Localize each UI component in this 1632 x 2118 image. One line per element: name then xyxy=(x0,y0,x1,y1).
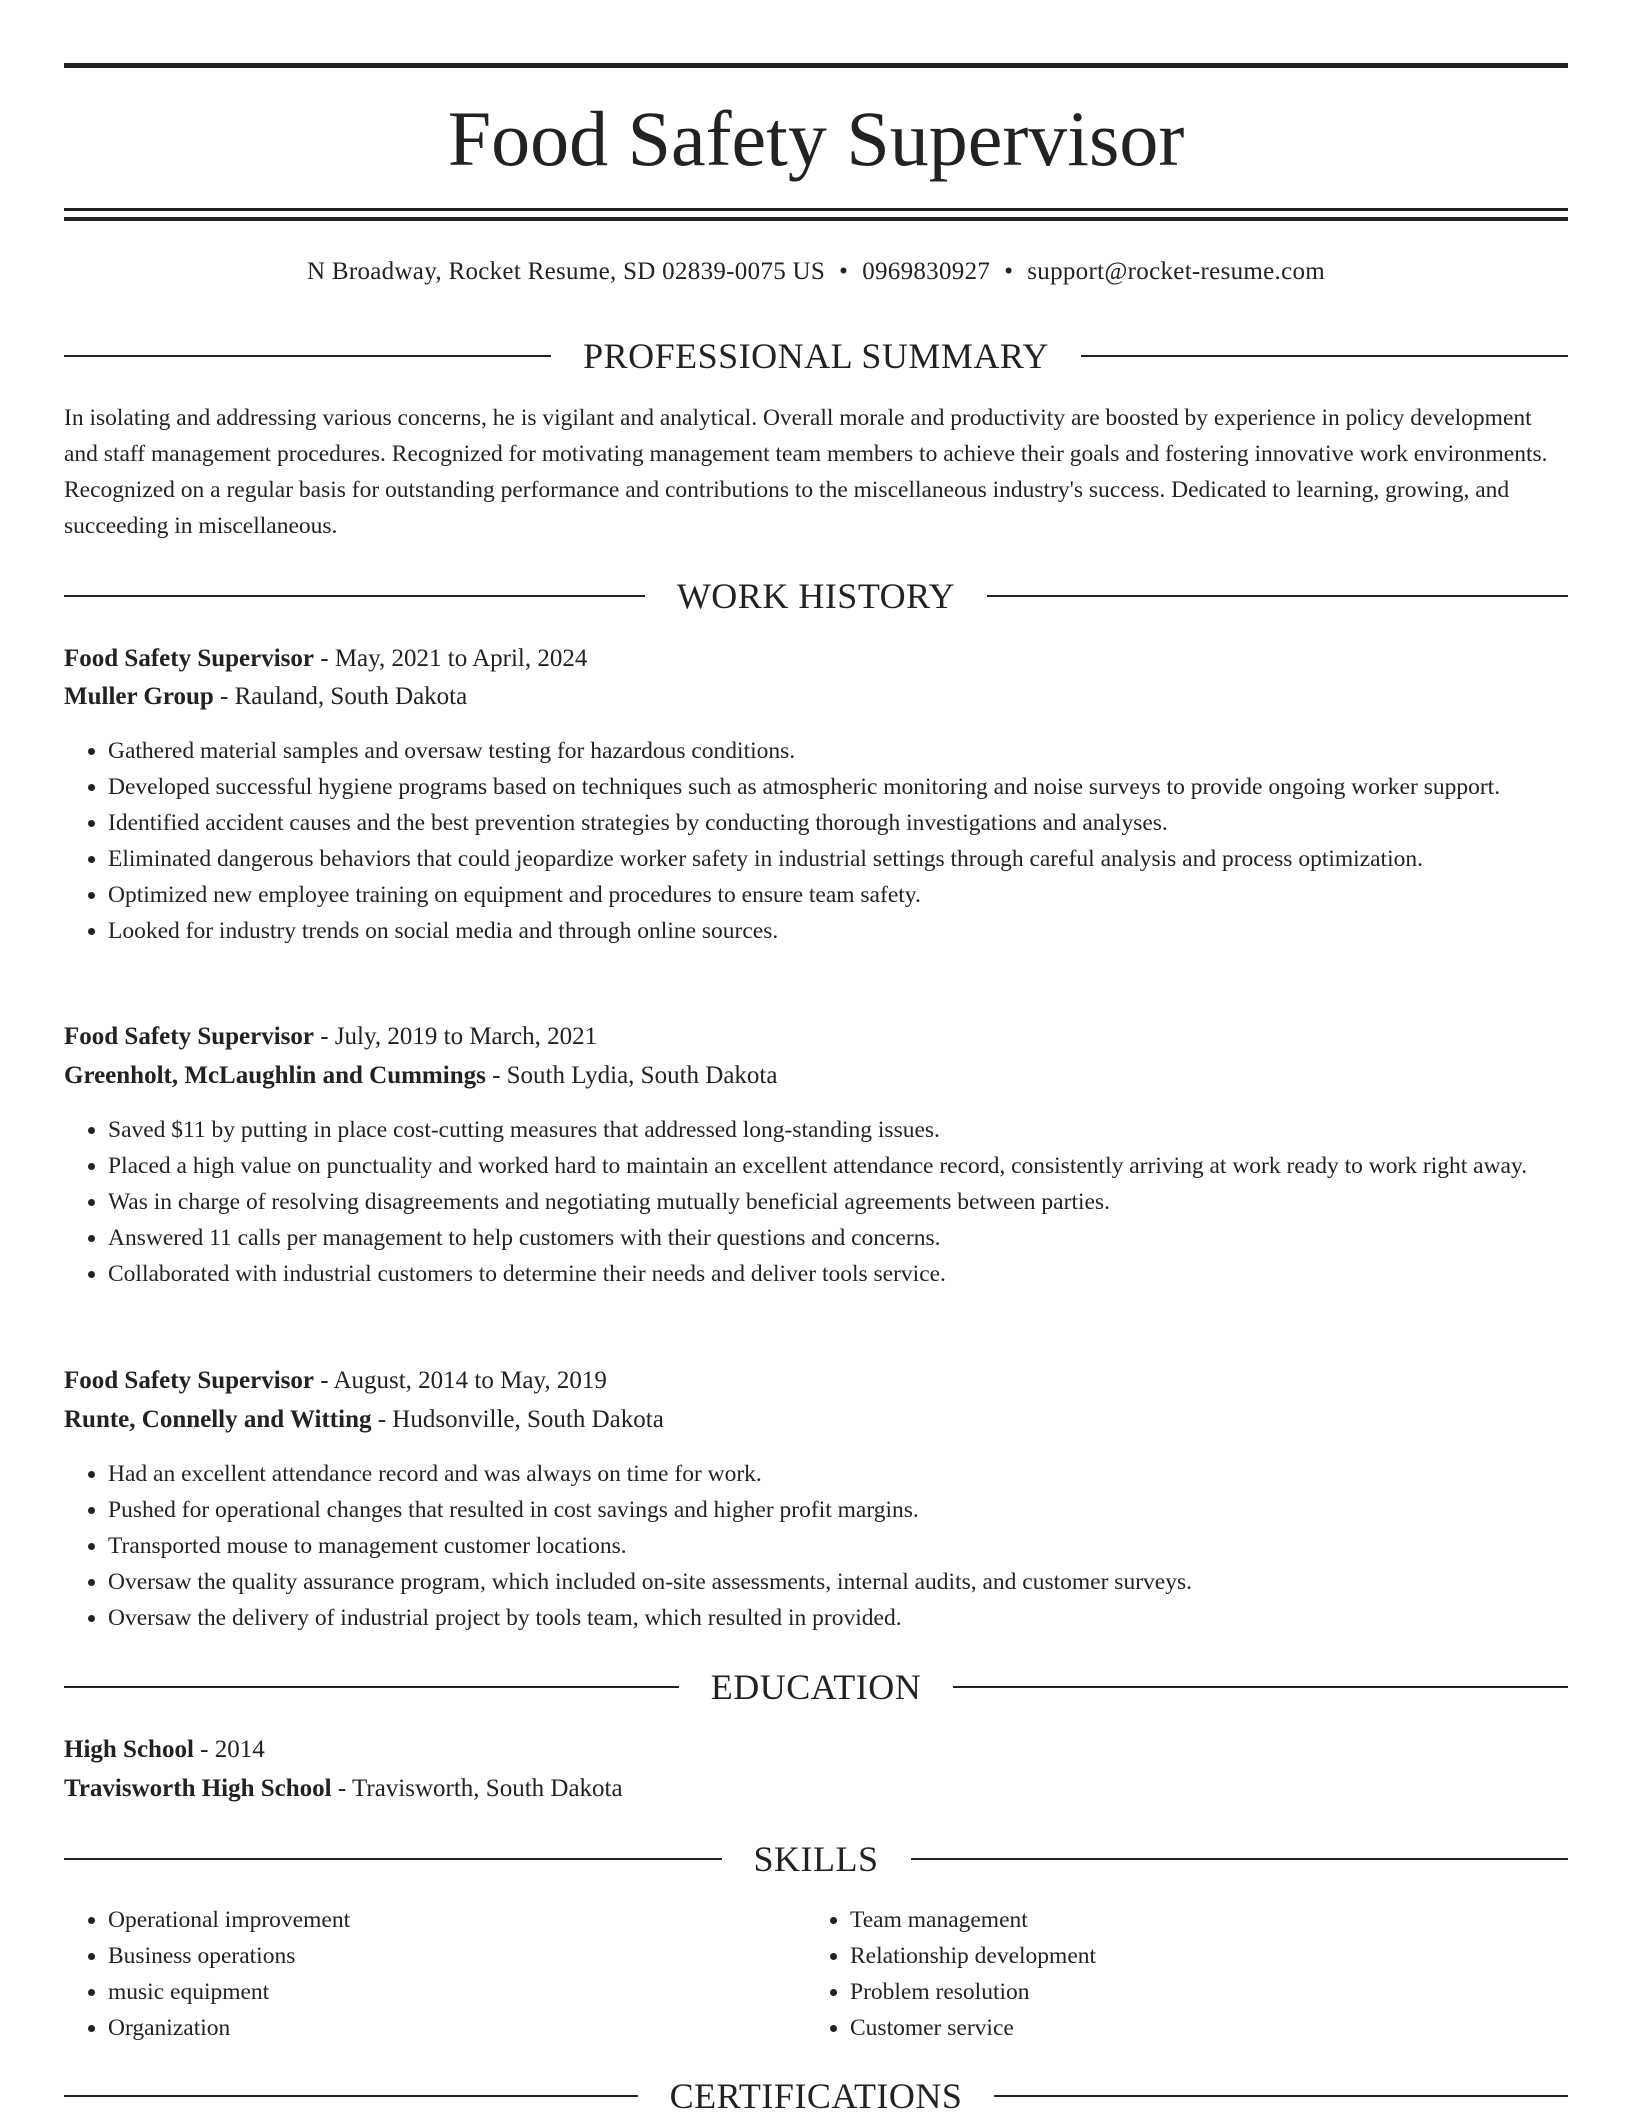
list-item: • Optimized new employee training on equipment and procedures to ensure team safety. xyxy=(108,877,1568,913)
list-item: • Had an excellent attendance record and was always on time for work. xyxy=(108,1456,1568,1492)
job-title: Food Safety Supervisor xyxy=(64,1367,314,1394)
heading-rule xyxy=(64,2095,638,2097)
skill-item: • Customer service xyxy=(850,2010,1550,2046)
job-location: - South Lydia, South Dakota xyxy=(485,1062,778,1089)
list-item: • Transported mouse to management customer locations. xyxy=(108,1528,1568,1564)
skill-item: • Problem resolution xyxy=(850,1974,1550,2010)
skills-list-right xyxy=(806,1902,1550,2046)
skill-item: • Business operations xyxy=(108,1938,808,1974)
skill-item: • Operational improvement xyxy=(108,1902,808,1938)
heading-rule xyxy=(64,1686,679,1688)
heading-rule xyxy=(994,2095,1568,2097)
education-degree: High School xyxy=(64,1736,194,1763)
job-dates: - August, 2014 to May, 2019 xyxy=(314,1367,607,1394)
section-title: PROFESSIONAL SUMMARY xyxy=(583,336,1049,376)
job-dates: - July, 2019 to March, 2021 xyxy=(314,1023,598,1050)
job-bullets xyxy=(64,1112,1568,1292)
section-title: SKILLS xyxy=(753,1839,879,1879)
page-title: Food Safety Supervisor xyxy=(447,95,1185,182)
job-title: Food Safety Supervisor xyxy=(64,645,314,672)
skill-item: • Team management xyxy=(850,1902,1550,1938)
list-item: • Collaborated with industrial customers to determine their needs and deliver tools service. xyxy=(108,1256,1568,1292)
education-location: - Travisworth, South Dakota xyxy=(331,1775,623,1802)
heading-rule xyxy=(64,355,551,357)
heading-rule xyxy=(953,1686,1568,1688)
section-title: CERTIFICATIONS xyxy=(669,2076,963,2116)
job-bullets xyxy=(64,733,1568,949)
list-item: • Developed successful hygiene programs based on techniques such as atmospheric monitoring and noise surveys to provide ongoing worker support. xyxy=(108,769,1568,805)
heading-rule xyxy=(911,1858,1569,1860)
job-company-line xyxy=(64,678,1568,716)
list-item: • Pushed for operational changes that resulted in cost savings and higher profit margins. xyxy=(108,1492,1568,1528)
list-item: • Eliminated dangerous behaviors that could jeopardize worker safety in industrial settings through careful analysis and process optimization. xyxy=(108,841,1568,877)
list-item: • Answered 11 calls per management to help customers with their questions and concerns. xyxy=(108,1220,1568,1256)
section-heading-work-history xyxy=(64,574,1568,618)
list-item: • Placed a high value on punctuality and worked hard to maintain an excellent attendance record, consistently arriving at work ready to work right away. xyxy=(108,1148,1568,1184)
list-item: • Was in charge of resolving disagreements and negotiating mutually beneficial agreements between parties. xyxy=(108,1184,1568,1220)
top-rule xyxy=(64,63,1568,68)
heading-rule xyxy=(64,595,645,597)
skill-item: • music equipment xyxy=(108,1974,808,2010)
section-title: EDUCATION xyxy=(710,1667,922,1707)
job-company-line xyxy=(64,1057,1568,1095)
list-item: • Gathered material samples and oversaw testing for hazardous conditions. xyxy=(108,733,1568,769)
summary-text: In isolating and addressing various concerns, he is vigilant and analytical. Overall morale and productivity are boosted by experience in policy development and staff management procedures. Recognized for motivating management team members to achieve their goals and fostering innovative work environments. Recognized on a regular basis for outstanding performance and contributions to the miscellaneous industry's success. Dedicated to learning, growing, and succeeding in miscellaneous. xyxy=(64,405,1548,539)
job-location: - Rauland, South Dakota xyxy=(213,683,468,710)
education-degree-line xyxy=(64,1731,1568,1769)
list-item: • Looked for industry trends on social media and through online sources. xyxy=(108,913,1568,949)
contact-separator: • xyxy=(1004,258,1014,285)
contact-separator: • xyxy=(839,258,849,285)
list-item: • Saved $11 by putting in place cost-cutting measures that addressed long-standing issues. xyxy=(108,1112,1568,1148)
list-item: • Oversaw the delivery of industrial project by tools team, which resulted in provided. xyxy=(108,1600,1568,1636)
job-bullets xyxy=(64,1456,1568,1636)
skills-list-left xyxy=(64,1902,808,2046)
education-school: Travisworth High School xyxy=(64,1775,332,1802)
education-year: - 2014 xyxy=(193,1736,265,1763)
contact-email: support@rocket-resume.com xyxy=(1027,258,1326,285)
section-title: WORK HISTORY xyxy=(676,576,956,616)
heading-rule xyxy=(987,595,1568,597)
job-title-line xyxy=(64,1018,1568,1056)
section-heading-certifications xyxy=(64,2074,1568,2118)
title-double-rule xyxy=(64,208,1568,221)
job-company: Runte, Connelly and Witting xyxy=(64,1406,372,1433)
job-company: Greenholt, McLaughlin and Cummings xyxy=(64,1062,486,1089)
list-item: • Oversaw the quality assurance program, which included on-site assessments, internal audits, and customer surveys. xyxy=(108,1564,1568,1600)
list-item: • Identified accident causes and the best prevention strategies by conducting thorough investigations and analyses. xyxy=(108,805,1568,841)
job-title-line xyxy=(64,1362,1568,1400)
job-title: Food Safety Supervisor xyxy=(64,1023,314,1050)
heading-rule xyxy=(64,1858,722,1860)
job-company: Muller Group xyxy=(64,683,214,710)
contact-line xyxy=(64,254,1568,290)
skill-item: • Relationship development xyxy=(850,1938,1550,1974)
contact-phone: 0969830927 xyxy=(862,258,991,285)
contact-address: N Broadway, Rocket Resume, SD 02839-0075 US xyxy=(306,258,826,285)
heading-rule xyxy=(1081,355,1568,357)
job-title-line xyxy=(64,640,1568,678)
section-heading-education xyxy=(64,1665,1568,1709)
job-company-line xyxy=(64,1401,1568,1439)
job-location: - Hudsonville, South Dakota xyxy=(371,1406,664,1433)
section-heading-skills xyxy=(64,1837,1568,1881)
education-school-line xyxy=(64,1770,1568,1808)
skill-item: • Organization xyxy=(108,2010,808,2046)
job-dates: - May, 2021 to April, 2024 xyxy=(314,645,588,672)
section-heading-summary xyxy=(64,334,1568,378)
